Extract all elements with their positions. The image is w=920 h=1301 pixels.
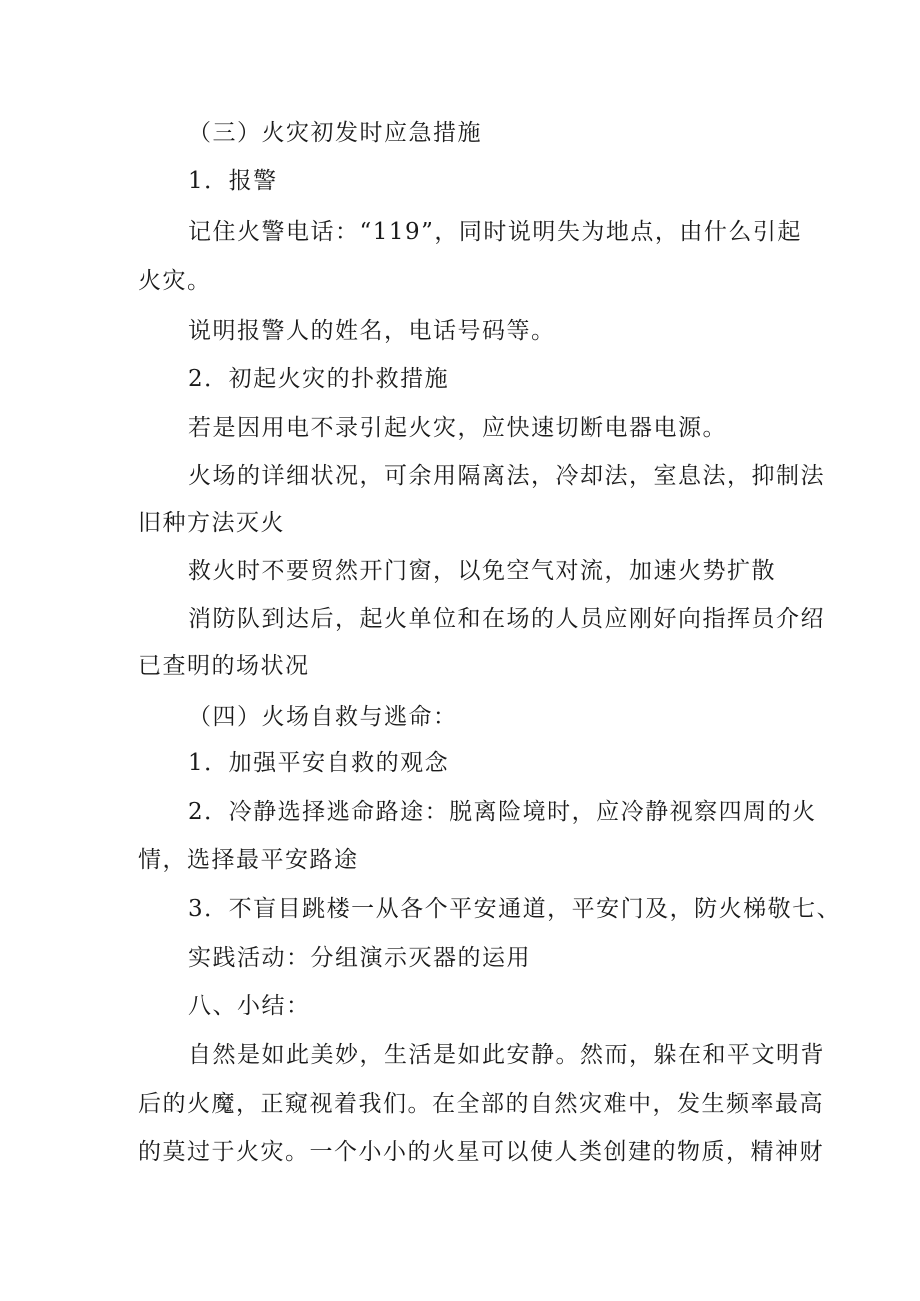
paragraph-line: 已查明的场状况 [138, 653, 310, 679]
list-item-escape-route: 2．冷静选择逃命路途：脱离险境时，应冷静视察四周的火 [188, 799, 817, 825]
section-heading-4: （四）火场自救与逃命： [188, 704, 458, 730]
list-item-safety: 1．加强平安自救的观念 [188, 750, 450, 776]
paragraph-line: 实践活动：分组演示灭器的运用 [188, 945, 531, 971]
list-item-report: 1．报警 [188, 168, 278, 194]
paragraph-line: 的莫过于火灾。一个小小的火星可以使人类创建的物质，精神财 [138, 1139, 824, 1165]
list-item-no-jumping: 3．不盲目跳楼一从各个平安通道，平安门及，防火梯敬七、 [188, 896, 842, 922]
section-heading-summary: 八、小结： [188, 993, 311, 1019]
paragraph-line: 若是因用电不录引起火灾，应快速切断电器电源。 [188, 415, 727, 441]
paragraph-line: 火场的详细状况，可余用隔离法，冷却法，室息法，抑制法 [188, 463, 825, 489]
paragraph-line: 后的火魔，正窥视着我们。在全部的自然灾难中，发生频率最高 [138, 1091, 824, 1117]
paragraph-line: 消防队到达后，起火单位和在场的人员应刚好向指挥员介绍 [188, 606, 825, 632]
paragraph-line: 自然是如此美妙，生活是如此安静。然而，躲在和平文明背 [188, 1042, 825, 1068]
list-item-initial-fire: 2．初起火灾的扑救措施 [188, 366, 450, 392]
section-heading-3: （三）火灾初发时应急措施 [188, 120, 482, 146]
paragraph-line: 火灾。 [138, 268, 212, 294]
paragraph-line: 情，选择最平安路途 [138, 847, 359, 873]
paragraph-line: 记住火警电话：“119”，同时说明失为地点，由什么引起 [188, 219, 802, 245]
paragraph-line: 旧种方法灭火 [138, 510, 285, 536]
paragraph-line: 说明报警人的姓名，电话号码等。 [188, 318, 556, 344]
paragraph-line: 救火时不要贸然开门窗，以免空气对流，加速火势扩散 [188, 558, 776, 584]
